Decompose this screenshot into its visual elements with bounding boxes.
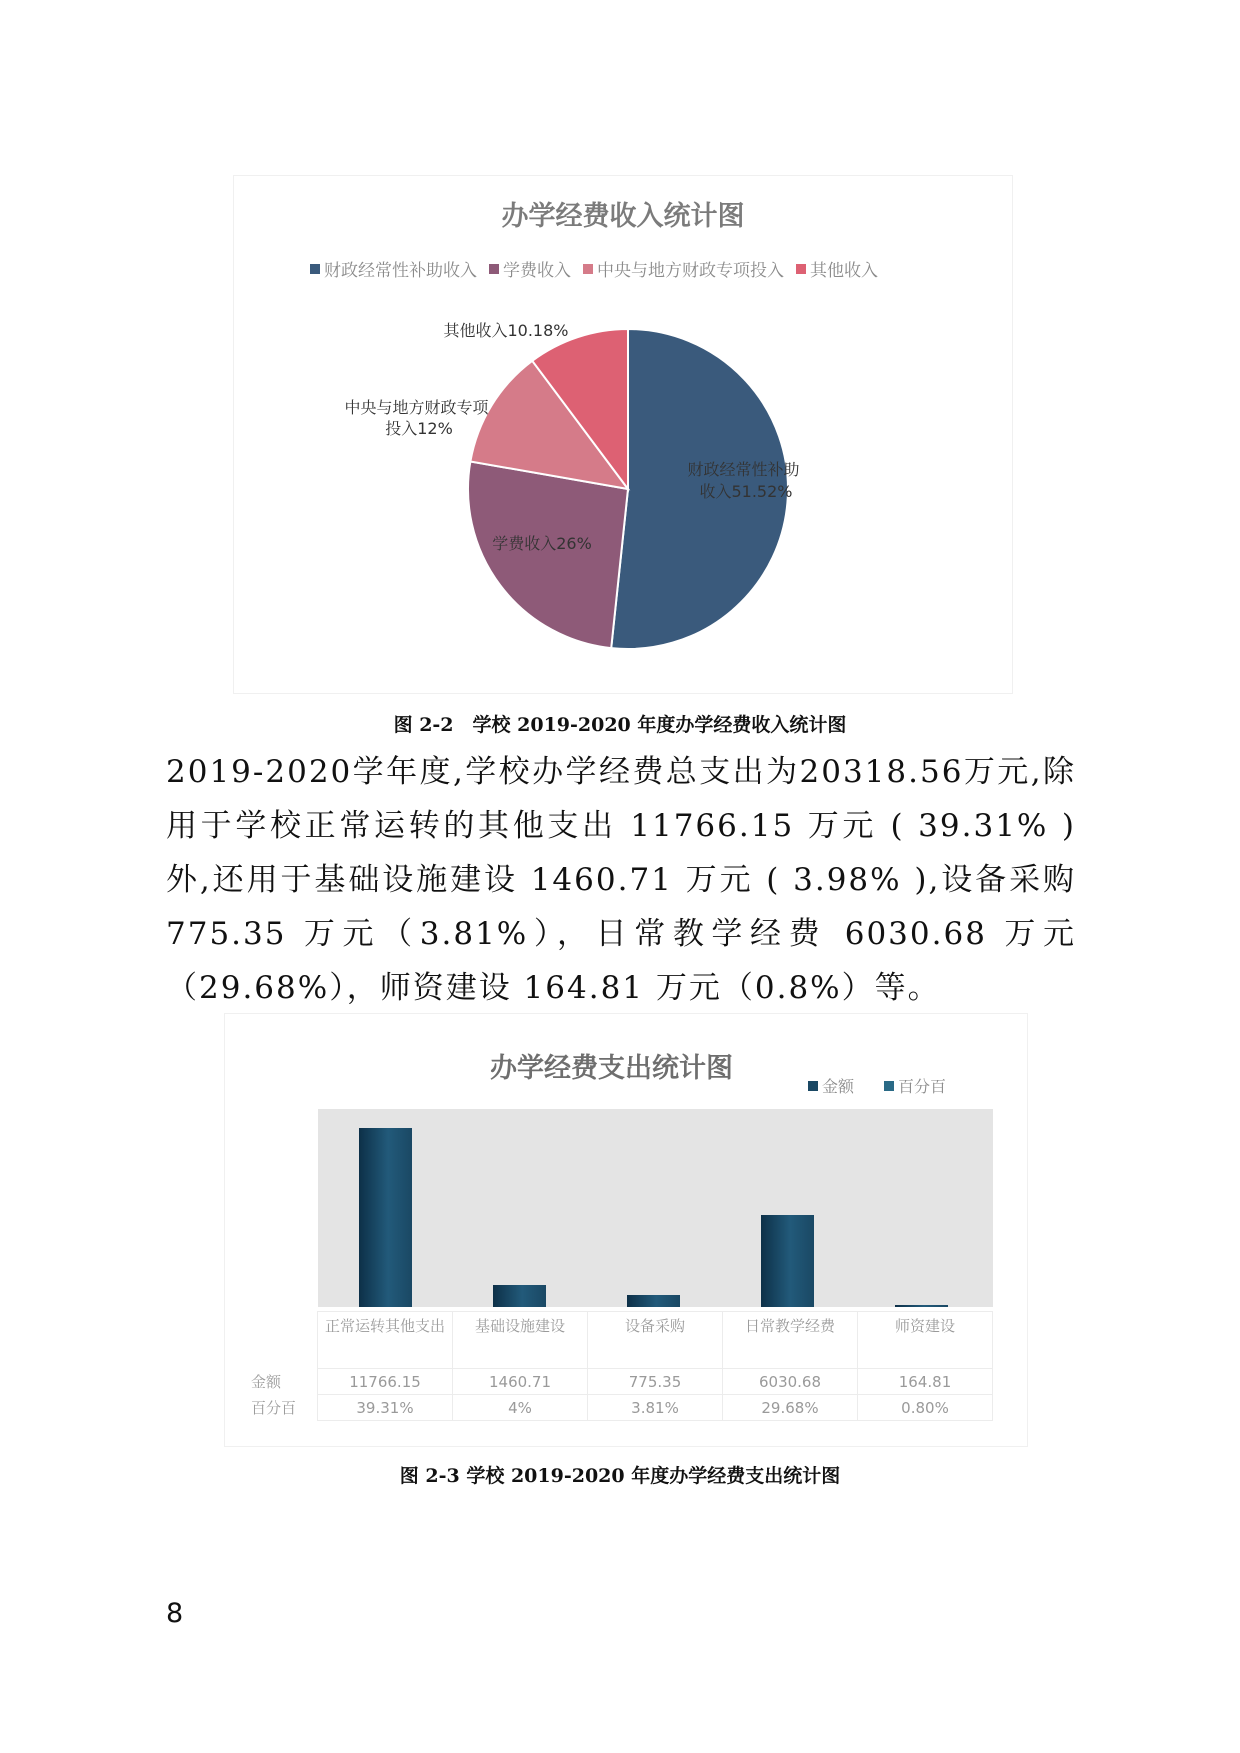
bar-chart-title: 办学经费支出统计图: [490, 1053, 733, 1084]
percent-cell: 29.68%: [723, 1395, 858, 1421]
pie-chart-title: 办学经费收入统计图: [501, 201, 745, 232]
category-label: 师资建设: [858, 1312, 993, 1369]
legend-label: 中央与地方财政专项投入: [597, 261, 784, 281]
slice-label-line: 财政经常性补助: [687, 460, 800, 479]
bar-amount: [627, 1295, 680, 1307]
slice-label-line: 中央与地方财政专项: [344, 398, 489, 417]
bar-amount: [359, 1128, 412, 1307]
percent-cell: 4%: [453, 1395, 588, 1421]
slice-label-special: [344, 398, 493, 438]
amount-cell: 11766.15: [318, 1369, 453, 1395]
pie-svg: [234, 176, 1012, 693]
slice-label-tuition: [492, 534, 592, 553]
slice-label-other: [443, 321, 568, 340]
bar-amount: [895, 1305, 948, 1308]
table-corner: [251, 1312, 318, 1369]
percent-cell: 39.31%: [318, 1395, 453, 1421]
figure-caption-2-2: 图 2-2 学校 2019-2020 年度办学经费收入统计图: [393, 714, 847, 736]
percent-cell: 0.80%: [858, 1395, 993, 1421]
category-label: 设备采购: [588, 1312, 723, 1369]
legend-label: 其他收入: [810, 261, 878, 281]
category-label: 正常运转其他支出: [318, 1312, 453, 1369]
slice-label-line: 收入51.52%: [699, 482, 793, 501]
bar-plot-area: [318, 1109, 993, 1307]
bar-amount: [761, 1215, 814, 1307]
slice-label-line: 其他收入10.18%: [443, 321, 569, 340]
slice-label-line: 学费收入26%: [492, 534, 592, 553]
figure-caption-2-3: 图 2-3 学校 2019-2020 年度办学经费支出统计图: [399, 1465, 841, 1487]
legend-swatch: [884, 1081, 894, 1091]
pie-slice: [468, 461, 628, 648]
category-label: 基础设施建设: [453, 1312, 588, 1369]
legend-label: 金额: [822, 1077, 855, 1096]
percent-cell: 3.81%: [588, 1395, 723, 1421]
legend-label: 学费收入: [503, 261, 571, 281]
amount-cell: 6030.68: [723, 1369, 858, 1395]
expense-bar-chart: [224, 1013, 1028, 1447]
legend-label: 百分百: [898, 1077, 947, 1096]
legend-label: 财政经常性补助收入: [324, 261, 477, 281]
bar-data-table: [251, 1311, 993, 1421]
legend-swatch: [808, 1081, 818, 1091]
table-header-row: [251, 1312, 993, 1369]
amount-cell: 775.35: [588, 1369, 723, 1395]
bar-legend: [808, 1074, 946, 1097]
bar-legend-item: [884, 1074, 946, 1097]
page-number: 8: [166, 1598, 184, 1629]
row-label-amount: 金额: [251, 1373, 282, 1391]
table-row-amount: [251, 1369, 993, 1395]
bar-legend-item: [808, 1074, 854, 1097]
table-row-percent: [251, 1395, 993, 1421]
amount-cell: 1460.71: [453, 1369, 588, 1395]
category-label: 日常教学经费: [723, 1312, 858, 1369]
body-paragraph: 2019-2020学年度,学校办学经费总支出为20318.56万元,除用于学校正常运转的其他支出 11766.15 万元 ( 39.31% ) 外,还用于基础设施建设 1460.71 万元 ( 3.98% ),设备采购 775.35 万元（3.81%），日常教学经费 6030.68 万元（29.68%），师资建设 164.81 万元（0.8%）等。: [166, 754, 1076, 1006]
income-pie-chart: [233, 175, 1013, 694]
amount-cell: 164.81: [858, 1369, 993, 1395]
slice-label-line: 投入12%: [385, 419, 453, 438]
bar-amount: [493, 1285, 546, 1307]
row-label-percent: 百分百: [251, 1399, 297, 1417]
